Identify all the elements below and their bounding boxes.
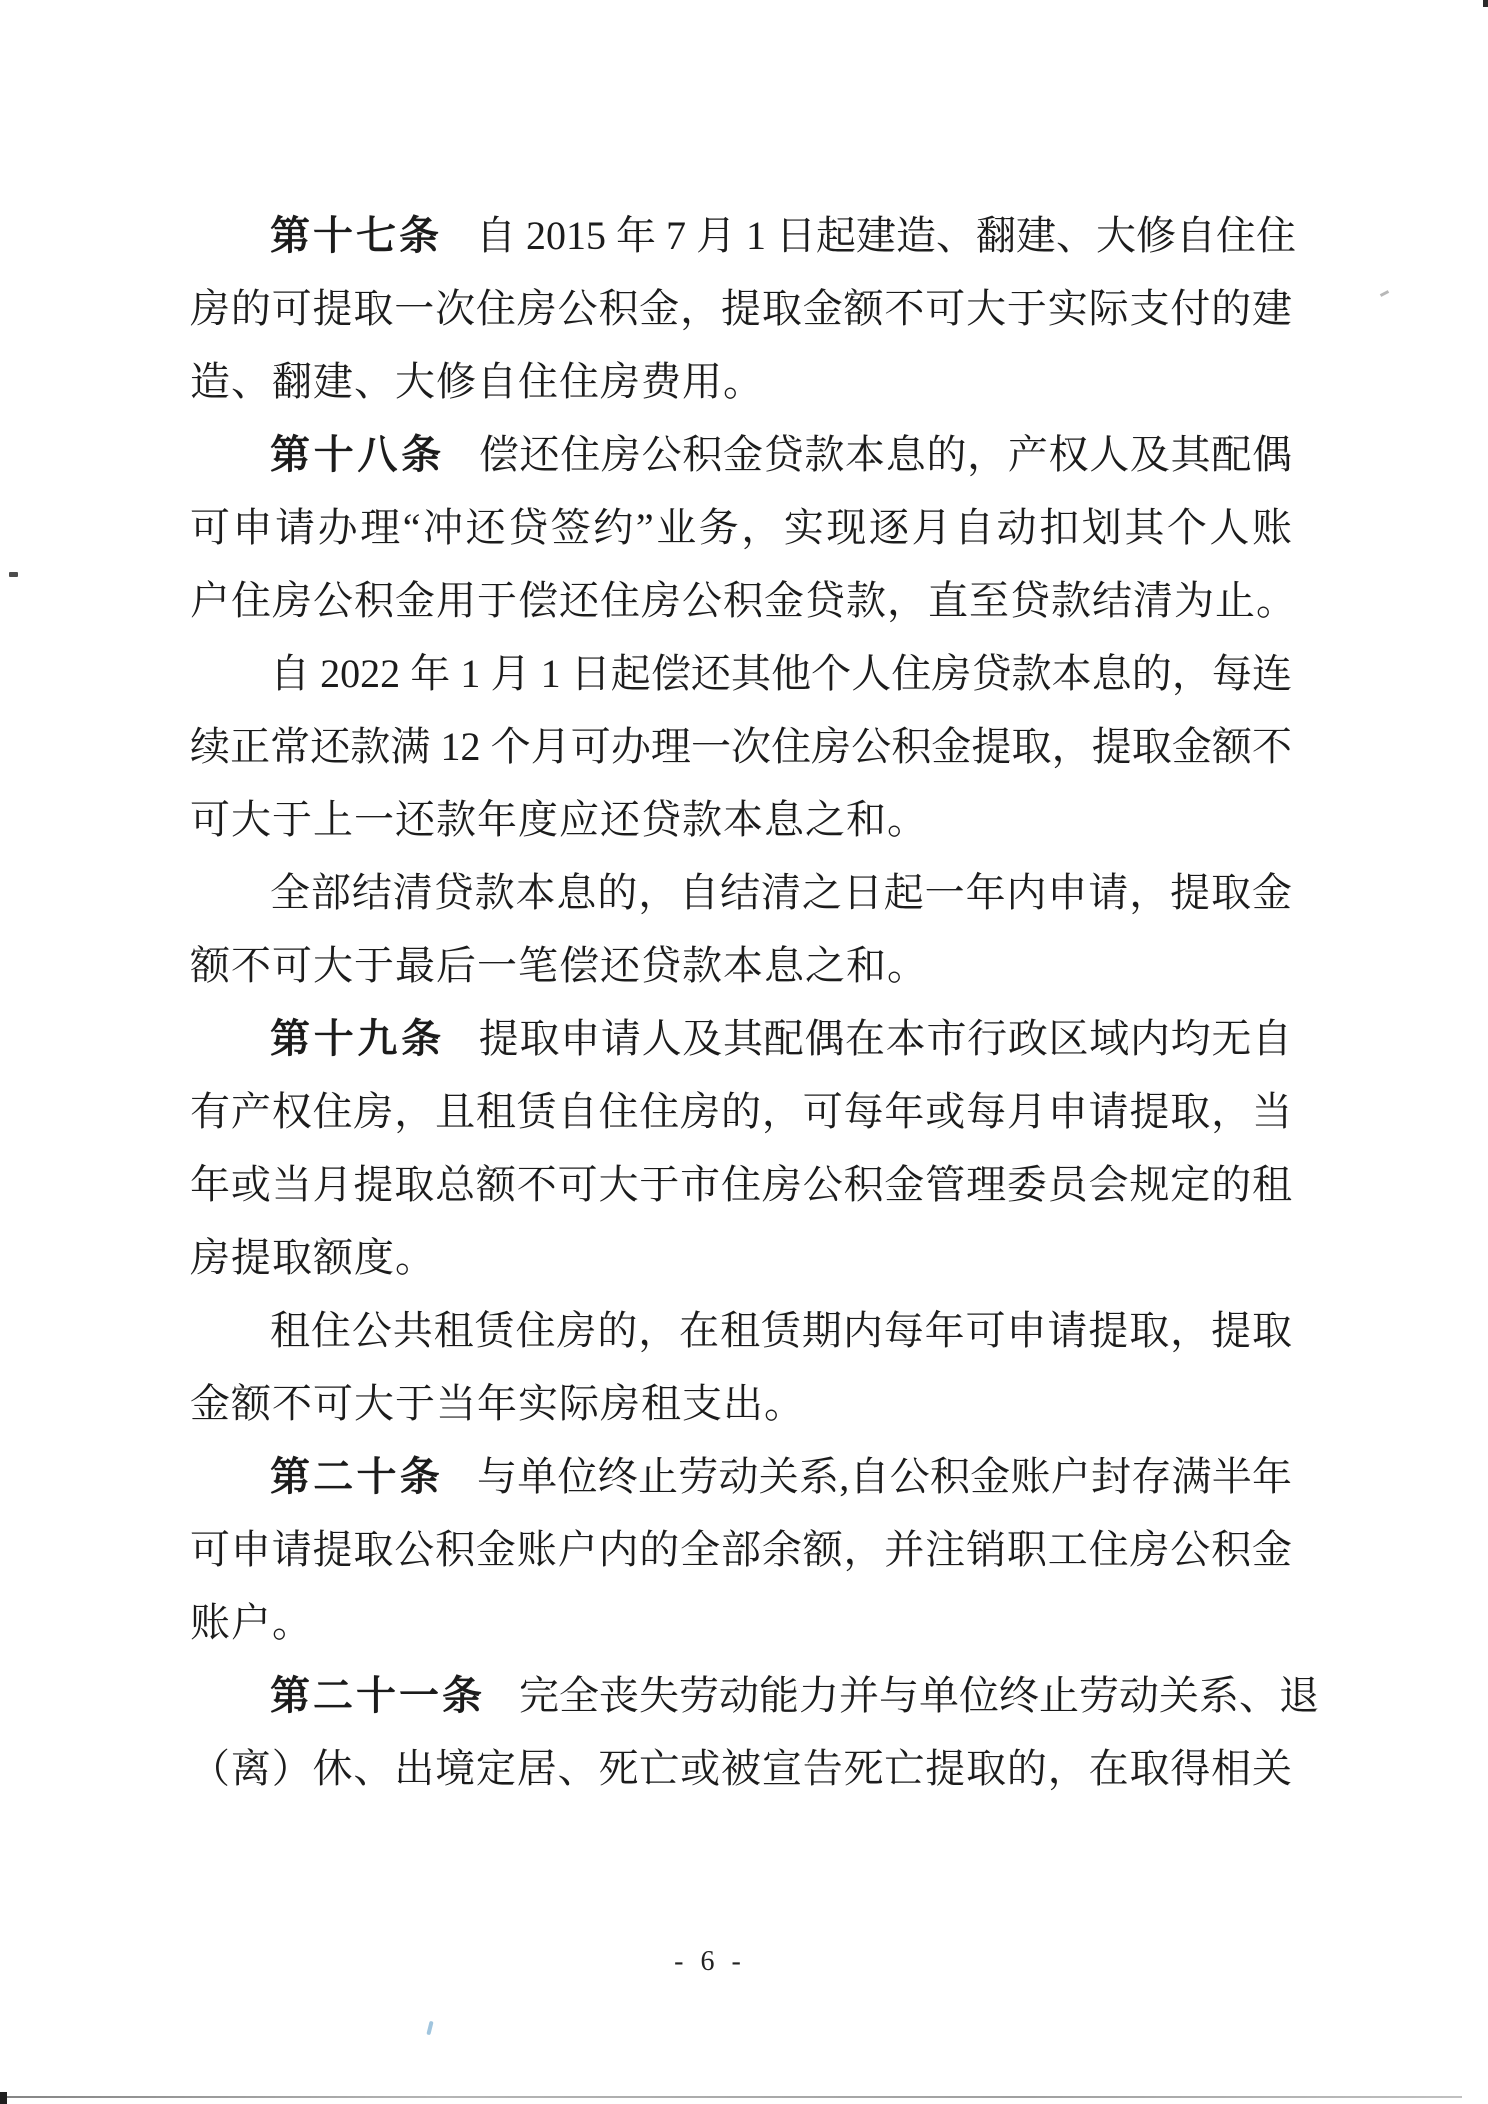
text-line	[190, 1659, 1319, 1732]
text-line	[190, 272, 1292, 345]
article-heading: 第二十一条	[270, 1673, 485, 1718]
line-text: 续正常还款满 12 个月可办理一次住房公积金提取，提取金额不	[190, 724, 1292, 769]
line-text: 金额不可大于当年实际房租支出。	[190, 1381, 805, 1426]
text-line	[190, 1440, 1292, 1513]
text-line	[190, 345, 1292, 418]
text-line	[190, 564, 1297, 637]
article-heading: 第十八条	[270, 432, 445, 477]
scan-artifact-left-margin-dash	[9, 572, 18, 577]
line-text: 偿还住房公积金贷款本息的，产权人及其配偶	[478, 432, 1293, 477]
text-line	[190, 1002, 1292, 1075]
text-line	[190, 199, 1296, 272]
text-line	[190, 710, 1292, 783]
text-line	[190, 929, 1292, 1002]
line-text: 可申请提取公积金账户内的全部余额，并注销职工住房公积金	[190, 1527, 1292, 1572]
text-line	[190, 783, 1292, 856]
line-text: 账户。	[190, 1600, 313, 1645]
text-line	[190, 1148, 1292, 1221]
line-text: 户住房公积金用于偿还住房公积金贷款，直至贷款结清为止。	[190, 578, 1297, 623]
page-number: - 6 -	[674, 1946, 746, 1977]
article-heading: 第十九条	[270, 1016, 445, 1061]
text-line	[190, 637, 1292, 710]
line-text: 有产权住房，且租赁自住住房的，可每年或每月申请提取，当	[190, 1089, 1292, 1134]
scan-artifact-right-margin-dash	[1380, 290, 1389, 297]
text-line	[190, 1075, 1292, 1148]
article-heading: 第二十条	[270, 1454, 443, 1499]
scan-artifact-top-right-speck	[1483, 0, 1488, 7]
line-text: 全部结清贷款本息的，自结清之日起一年内申请，提取金	[270, 870, 1292, 915]
text-line	[190, 1294, 1292, 1367]
line-text: 自 2015 年 7 月 1 日起建造、翻建、大修自住住	[476, 213, 1296, 258]
scan-artifact-bottom-left-corner	[0, 2092, 7, 2104]
line-text: 提取申请人及其配偶在本市行政区域内均无自	[478, 1016, 1293, 1061]
line-text: 造、翻建、大修自住住房费用。	[190, 359, 764, 404]
line-text: 完全丧失劳动能力并与单位终止劳动关系、退	[519, 1673, 1319, 1718]
line-text: 可申请办理“冲还贷签约”业务，实现逐月自动扣划其个人账	[190, 505, 1292, 550]
line-text: 房的可提取一次住房公积金，提取金额不可大于实际支付的建	[190, 286, 1292, 331]
article-heading: 第十七条	[270, 213, 442, 258]
text-line	[190, 1586, 1292, 1659]
text-line	[190, 418, 1292, 491]
line-text: 与单位终止劳动关系,自公积金账户封存满半年	[477, 1454, 1292, 1499]
text-line	[190, 1367, 1292, 1440]
line-text: 租住公共租赁住房的，在租赁期内每年可申请提取，提取	[270, 1308, 1292, 1353]
text-line	[190, 1221, 1292, 1294]
scan-artifact-bottom-edge-line	[4, 2096, 1462, 2098]
line-text: （离）休、出境定居、死亡或被宣告死亡提取的，在取得相关	[190, 1746, 1292, 1791]
line-text: 可大于上一还款年度应还贷款本息之和。	[190, 797, 928, 842]
scan-artifact-blue-speck	[426, 2021, 433, 2036]
line-text: 自 2022 年 1 月 1 日起偿还其他个人住房贷款本息的，每连	[270, 651, 1292, 696]
document-body	[190, 199, 1319, 1805]
text-line	[190, 1732, 1292, 1805]
text-line	[190, 856, 1292, 929]
text-line	[190, 491, 1292, 564]
text-line	[190, 1513, 1292, 1586]
line-text: 房提取额度。	[190, 1235, 436, 1280]
line-text: 额不可大于最后一笔偿还贷款本息之和。	[190, 943, 928, 988]
line-text: 年或当月提取总额不可大于市住房公积金管理委员会规定的租	[190, 1162, 1292, 1207]
